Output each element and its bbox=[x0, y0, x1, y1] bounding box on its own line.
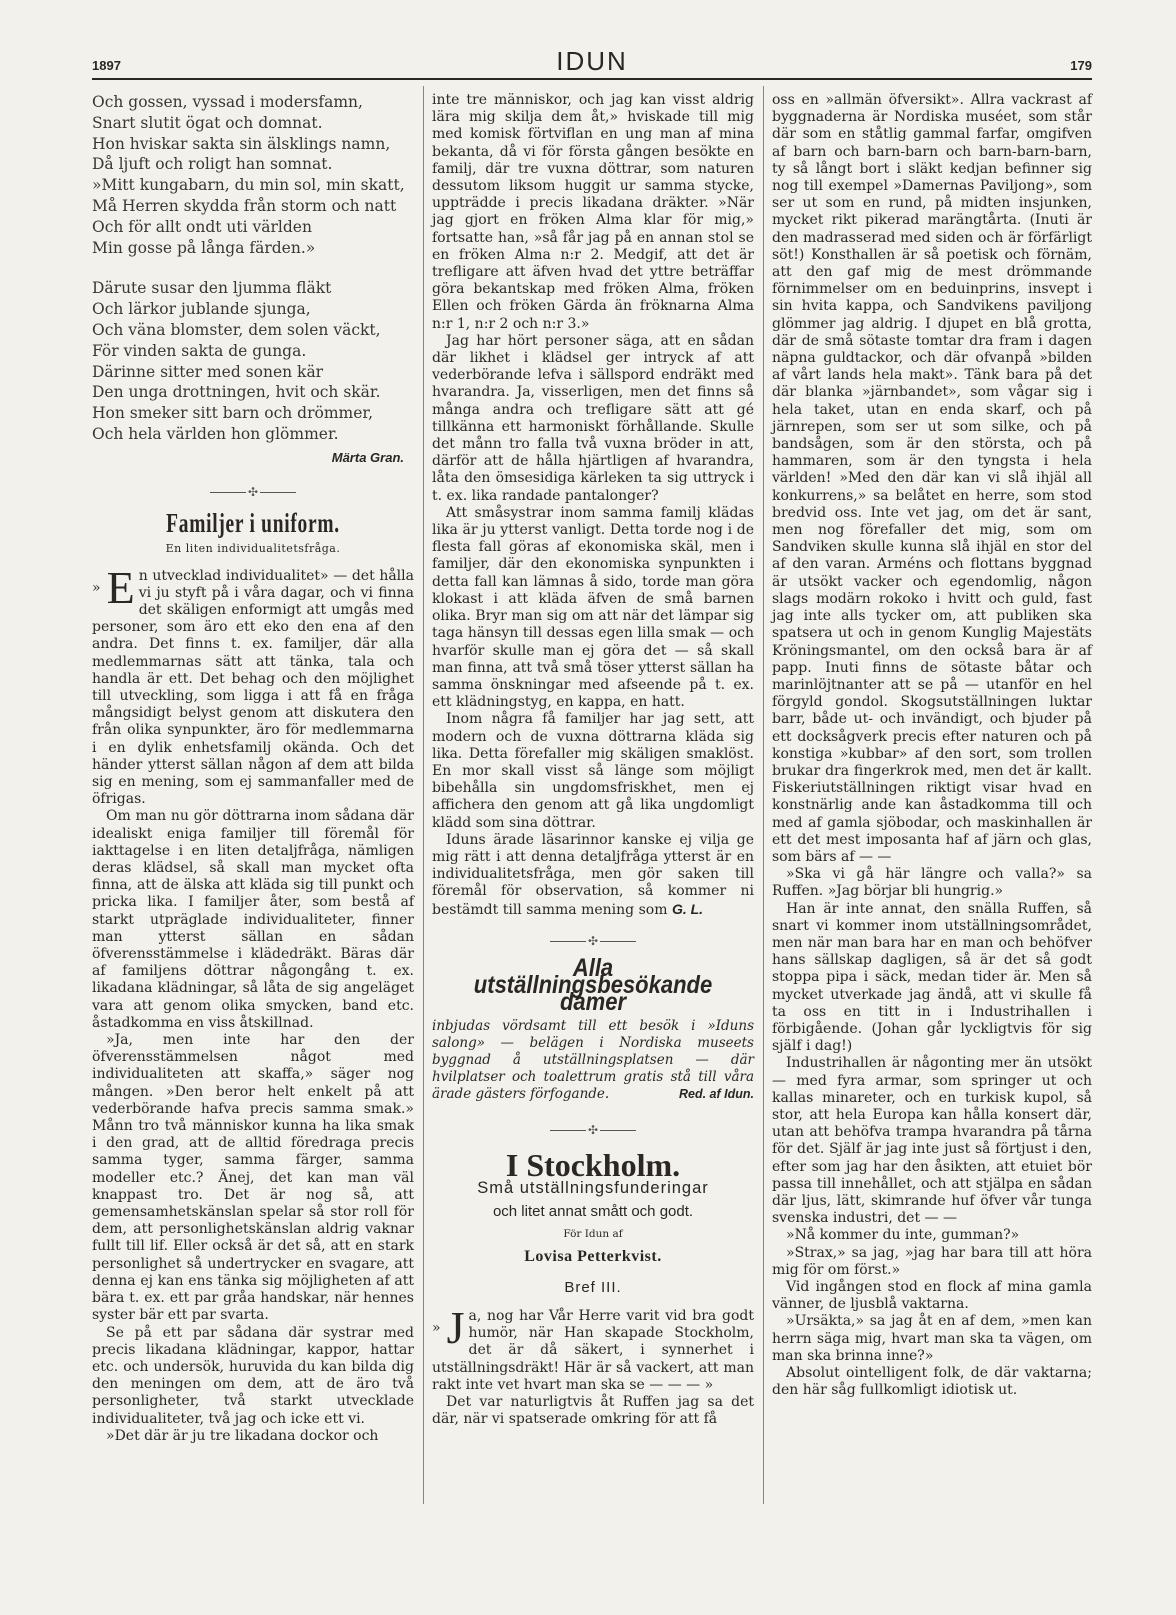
notice-body bbox=[432, 1018, 754, 1104]
letter-paragraph: »Nå kommer du inte, gumman?» bbox=[786, 1227, 1020, 1244]
article-paragraph: Se på ett par sådana där systrar med precis likadana klädningar, kappor, hattar etc. och undersök, huruvida du kan bilda dig den meningen om dem, att de äro två personligheter, två starkt utvecklade individualiteter, två jag och icke ett vi. bbox=[92, 1324, 414, 1427]
article-paragraph: Att småsystrar inom samma familj klädas lika är ju ytterst vanligt. Detta torde nog i de flesta fall göras af ekonomiska skäl, men i familjer, där den ekonomiska synpunkten i detta fall kan lämnas å sido, torde man göra klokast i att kläda äfven de små barnen olika. Bryr man sig om att när det lämpar sig taga hänsyn till dessas egen lilla smak — och hvarför skulle man ej göra det — så skall man finna, att två små töser ytterst sällan ha samma önskningar med afseende på t. ex. ett klädningstyg, en kappa, en hatt. bbox=[432, 504, 754, 711]
poem-line: Hon hviskar sakta sin älsklings namn, bbox=[92, 134, 391, 153]
column-divider-2 bbox=[763, 86, 764, 1504]
paragraph-text: Iduns ärade läsarinnor kanske ej vilja ge mig rätt i att denna detaljfråga ytterst är en individualitetsfråga, men gör saken till föremål för observation, så kommer ni bestämdt till samma mening som bbox=[432, 831, 754, 918]
poem-line: Därinne sitter med sonen kär bbox=[92, 362, 324, 381]
article-paragraph: »Det där är ju tre likadana dockor och bbox=[106, 1427, 379, 1444]
poem-stanza-1 bbox=[92, 92, 414, 258]
column-divider-1 bbox=[423, 86, 424, 1504]
article-body bbox=[92, 561, 414, 1445]
divider-ornament-icon: ✣ bbox=[587, 933, 599, 948]
poem bbox=[92, 92, 414, 445]
notice-title: Alla utställningsbesökande damer bbox=[473, 953, 713, 1017]
masthead-title: IDUN bbox=[556, 46, 628, 76]
poem-line: Snart slutit ögat och domnat. bbox=[92, 113, 323, 132]
letter-paragraph: »Strax,» sa jag, »jag har bara till att höra mig för om först.» bbox=[772, 1244, 1092, 1278]
poem-line: Må Herren skydda från storm och natt bbox=[92, 196, 397, 215]
letter-continuation bbox=[772, 92, 1092, 1399]
article-paragraph bbox=[432, 832, 754, 919]
article-signature: G. L. bbox=[671, 900, 704, 917]
article-paragraph: Om man nu gör döttrarna inom sådana där idealiskt eniga familjer till föremål för iakttagelse i en liten detaljfråga, nämligen deras klädsel, så skall man mycket ofta finna, att de älska att kläda sig till punkt och pricka lika. I familjer åter, som bestå af starkt utpräglade individualiteter, finner man ytterst sällan en sådan öfverensstämmelse i klädedräkt. Bäras där af familjens döttrar någongång t. ex. likadana klädningar, så låta de sig angeläget vara att genom olika smycken, band etc. åstadkomma en viss åtskillnad. bbox=[92, 808, 414, 1031]
column-3 bbox=[772, 92, 1092, 1399]
divider-ornament-icon: ✣ bbox=[587, 1122, 599, 1137]
article-paragraph: Jag har hört personer säga, att en sådan där likhet i klädsel ger intryck af att vederbörande lefva i sällspord endräkt med hvarandra. Ja, visserligen, men det finns så många andra och trefligare sätt att gé tillkänna ett harmoniskt förhållande. Skulle det månn tro falla två vuxna bröder in att, därför att de hålla hjärtligen af hvarandra, låta den ömsesidiga kärleken ta sig uttryck i t. ex. lika randade pantalonger? bbox=[432, 332, 754, 504]
article-paragraph: inte tre människor, och jag kan visst aldrig lära mig skilja dem åt,» hviskade till mig med komisk förtviflan en ung man af mina bekanta, då vi för första gången besökte en familj, där tre vuxna döttrar, som naturen dessutom liksom huggit ur samma stycke, uppträdde i precis likadana dräkter. »När jag gjort en fröken Alma klar för mig,» fortsatte han, »så får jag på en annan stol se en fröken Alma n:r 2. Medgif, att det är trefligare att äfven hvad det yttre beträffar göra bekantskap med fröken Alma, fröken Ellen och fröken Gärda än fröknarna Alma n:r 1, n:r 2 och n:r 3.» bbox=[432, 92, 754, 332]
poem-line: Och lärkor jublande sjunga, bbox=[92, 300, 311, 319]
letter-paragraph: oss en »allmän öfversikt». Allra vackrast af byggnaderna är Nordiska muséet, som står där som en ståtlig gammal farfar, omgifven af barn och barn-barn och barn-barn-barn, ty så långt bort i släkt kedjan befinner sig nog till exempel »Damernas Paviljong», som ser ut som en rund, på midten insjunken, mycket rikt pikerad marängtårta. (Inuti är den madrasserad med siden och är förfärligt söt!) Konsthallen är så poetisk och förnäm, att den gaf mig de mest drömmande förnimmelser om en beduinprins, insvept i sin hvita kappa, och Sandvikens paviljong glömmer jag aldrig. I djupet en blå grotta, där de små sötaste tomtar dra fram i dagen näpna guldtackor, och där ofvanpå »bilden af vårt lands hela makt». Tänk bara på det där blanka »järnbandet», som vågar sig i hela taket, utan en enda skarf, och på järnrepen, som ser ut som silke, och på bandsågen, som är den största, och på hammaren, som är den tyngsta i hela världen! »Med den där kan vi slå ihjäl all konkurrens,» sa belåtet en herre, som stod bredvid oss. Inte vet jag, om det är sant, men nog förefaller det mig, som om Sandviken skulle kunna slå ihjäl en stor del af den varan. Arméns och flottans byggnad är utsökt vacker och egendomlig, någon slags modärn rokoko i hvitt och guld, fast jag inte alls tycker om, att publiken ska spatsera ut och in genom Kunglig Majestäts Kröningsmantel, om den också bara är af papp. Inuti finns de sötaste båtar och marinlöjtnanter att se på — utanför en hel förgyld gondol. Skogsutställningen luktar barr, både ut- och invändigt, och bjuder på ett docksågverk precis efter naturen och på konstiga »kubbar» af den sort, som trollen brukar dra fingerkrok med, men det är kallt. Fiskeriutställningen riktigt visar hvad en konstnärlig ande kan åstadkomma till och med af gamla sjöbodar, och maskinhallen är ett det mest imposanta haf af järn och glas, som bärs af — — bbox=[772, 92, 1092, 865]
poem-line: Och väna blomster, dem solen väckt, bbox=[92, 320, 381, 339]
letter-paragraph: Industrihallen är någonting mer än utsökt — med fyra armar, som springer ut och kallas minareter, och en turkisk kupol, så stor, att hela Europa kan hålla konsert där, utan att behöfva trampa hvarandra på tårna för det. Själf är jag inte just så förtjust i den, efter som jag har den åsikten, att etuiet bör passa till innehållet, och att stjälpa en sådan där ljus, lätt, skimrande huf öfver vår tunga svenska industri, det — — bbox=[772, 1055, 1092, 1227]
letter-paragraph: Vid ingången stod en flock af mina gamla vänner, de ljusblå vaktarna. bbox=[772, 1279, 1092, 1313]
letter-paragraph: Absolut ointelligent folk, de där vaktarna; den här såg fullkomligt idiotisk ut. bbox=[772, 1365, 1092, 1399]
opening-quote: » bbox=[92, 579, 101, 596]
section-subtitle-2: och litet annat smått och godt. bbox=[492, 1203, 694, 1221]
article-continuation bbox=[432, 92, 754, 919]
notice-text: inbjudas vördsamt till ett besök i »Iduns salong» — belägen i Nordiska museets byggnad å utställningsplatsen — där hvilplatser och toalettrum gratis stå till våra ärade gästers förfogande. bbox=[432, 1017, 754, 1103]
article-subtitle: En liten individualitetsfråga. bbox=[165, 542, 341, 556]
poem-line: Då ljuft och roligt han somnat. bbox=[92, 155, 333, 174]
poem-author: Märta Gran. bbox=[331, 449, 404, 465]
letter-paragraph: »Ska vi gå här längre och valla?» sa Ruffen. »Jag börjar bli hungrig.» bbox=[772, 866, 1092, 900]
letter-paragraph bbox=[432, 1302, 754, 1394]
poem-line: Och hela världen hon glömmer. bbox=[92, 424, 339, 443]
byline-prefix: För Idun af bbox=[563, 1228, 623, 1241]
header-year: 1897 bbox=[92, 58, 121, 73]
article-paragraph: »Ja, men inte har den der öfverensstämmelsen något med individualiteten att skaffa,» säger nog mången. »Den beror helt enkelt på att vederbörande hafva precis samma smak.» Månn tro två människor kunna ha lika smak i den grad, att de alltid föredraga precis samma tyger, samma färger, samma modeller etc.? Änej, det kan man väl knappast tro. Det är nog så, att gemensamhetskänslan spelar så stor roll för dem, att personlighetskänslan aldrig vaknar fullt till lif. Eller också är det så, att en stark personlighet så undertrycker en svagare, att denna ej kan ens tänka sig möjligheten af att bära t. ex. ett par gråa handskar, när hennes syster bär ett par svarta. bbox=[92, 1032, 414, 1324]
poem-line: Den unga drottningen, hvit och skär. bbox=[92, 383, 381, 402]
poem-line: »Mitt kungabarn, du min sol, min skatt, bbox=[92, 176, 405, 195]
article-paragraph bbox=[92, 561, 414, 809]
paragraph-text: n utvecklad individualitet» — det hålla vi ju styft på i våra dagar, och vi finna det skäligen enformigt att umgås med personer, som äro ett eko den ena af den andra. Det finns t. ex. familjer, där alla medlemmarnas sätt att tänka, tala och handla är ett. Det behag och den möjlighet till utveckling, som ligga i att få en fråga mångsidigt belyst genom att diskutera den från olika synpunkter, äro för medlemmarna i en dylik enhetsfamilj okända. Och det händer ytterst sällan någon af dem att bilda sig en mening, som ej sammanfaller med de öfrigas. bbox=[92, 567, 414, 808]
poem-stanza-2 bbox=[92, 278, 414, 444]
byline-author: Lovisa Petterkvist. bbox=[524, 1247, 662, 1265]
paragraph-text: a, nog har Vår Herre varit vid bra godt humör, när Han skapade Stockholm, det är då säkert, i synnerhet i utställningsdräkt! Här är så vackert, att man rakt inte vet hvart man ska se — — — » bbox=[432, 1308, 754, 1393]
drop-cap: E bbox=[106, 561, 135, 613]
letter-paragraph: Han är inte annat, den snälla Ruffen, så snart vi kommer inom utställningsområdet, men när man bara har en man och behöfver hans sällskap dagligen, så är det så godt stoppa pipa i säck, medan tider är. Men så mycket utverkade jag ändå, att vi skulle få ta oss en titt in i Industrihallen i förbigående. (Johan går lyckligtvis för sig själf i dag!) bbox=[772, 900, 1092, 1055]
letter-body bbox=[432, 1302, 754, 1428]
letter-heading: Bref III. bbox=[564, 1278, 622, 1296]
poem-line: För vinden sakta de gunga. bbox=[92, 341, 307, 360]
opening-quote: » bbox=[432, 1320, 441, 1336]
page-number: 179 bbox=[1070, 58, 1092, 73]
poem-line: Och för allt ondt uti världen bbox=[92, 217, 312, 236]
poem-line: Och gossen, vyssad i modersfamn, bbox=[92, 93, 363, 111]
section-divider bbox=[92, 484, 414, 501]
letter-paragraph: Det var naturligtvis åt Ruffen jag sa det där, när vi spatserade omkring för att få bbox=[432, 1394, 754, 1428]
section-divider bbox=[432, 933, 754, 950]
poem-line: Min gosse på långa färden.» bbox=[92, 238, 316, 257]
article-title: Familjer i uniform. bbox=[166, 508, 340, 539]
notice-signature: Red. af Idun. bbox=[679, 1087, 754, 1102]
page-header bbox=[92, 46, 1092, 78]
article-paragraph: Inom några få familjer har jag sett, att modern och de vuxna döttrarna kläda sig lika. Detta förefaller mig skäligen smaklöst. En mor skall visst så länge som möjligt bibehålla sin ungdomsfriskhet, men ej affichera den genom att gå lika ungdomligt klädd som sina döttrar. bbox=[432, 711, 754, 831]
letter-paragraph: »Ursäkta,» sa jag åt en af dem, »men kan herrn säga mig, hvart man ska ta vägen, om man ska brinna inne?» bbox=[772, 1313, 1092, 1364]
divider-ornament-icon: ✣ bbox=[247, 484, 259, 499]
section-title: I Stockholm. bbox=[505, 1146, 681, 1183]
poem-line: Därute susar den ljumma fläkt bbox=[92, 279, 332, 298]
drop-cap: J bbox=[446, 1302, 465, 1353]
column-2 bbox=[432, 92, 754, 1428]
section-divider bbox=[432, 1122, 754, 1139]
header-rule bbox=[92, 78, 1092, 80]
poem-line: Hon smeker sitt barn och drömmer, bbox=[92, 404, 374, 423]
column-1 bbox=[92, 92, 414, 1445]
section-subtitle: Små utställningsfunderingar bbox=[477, 1178, 709, 1197]
